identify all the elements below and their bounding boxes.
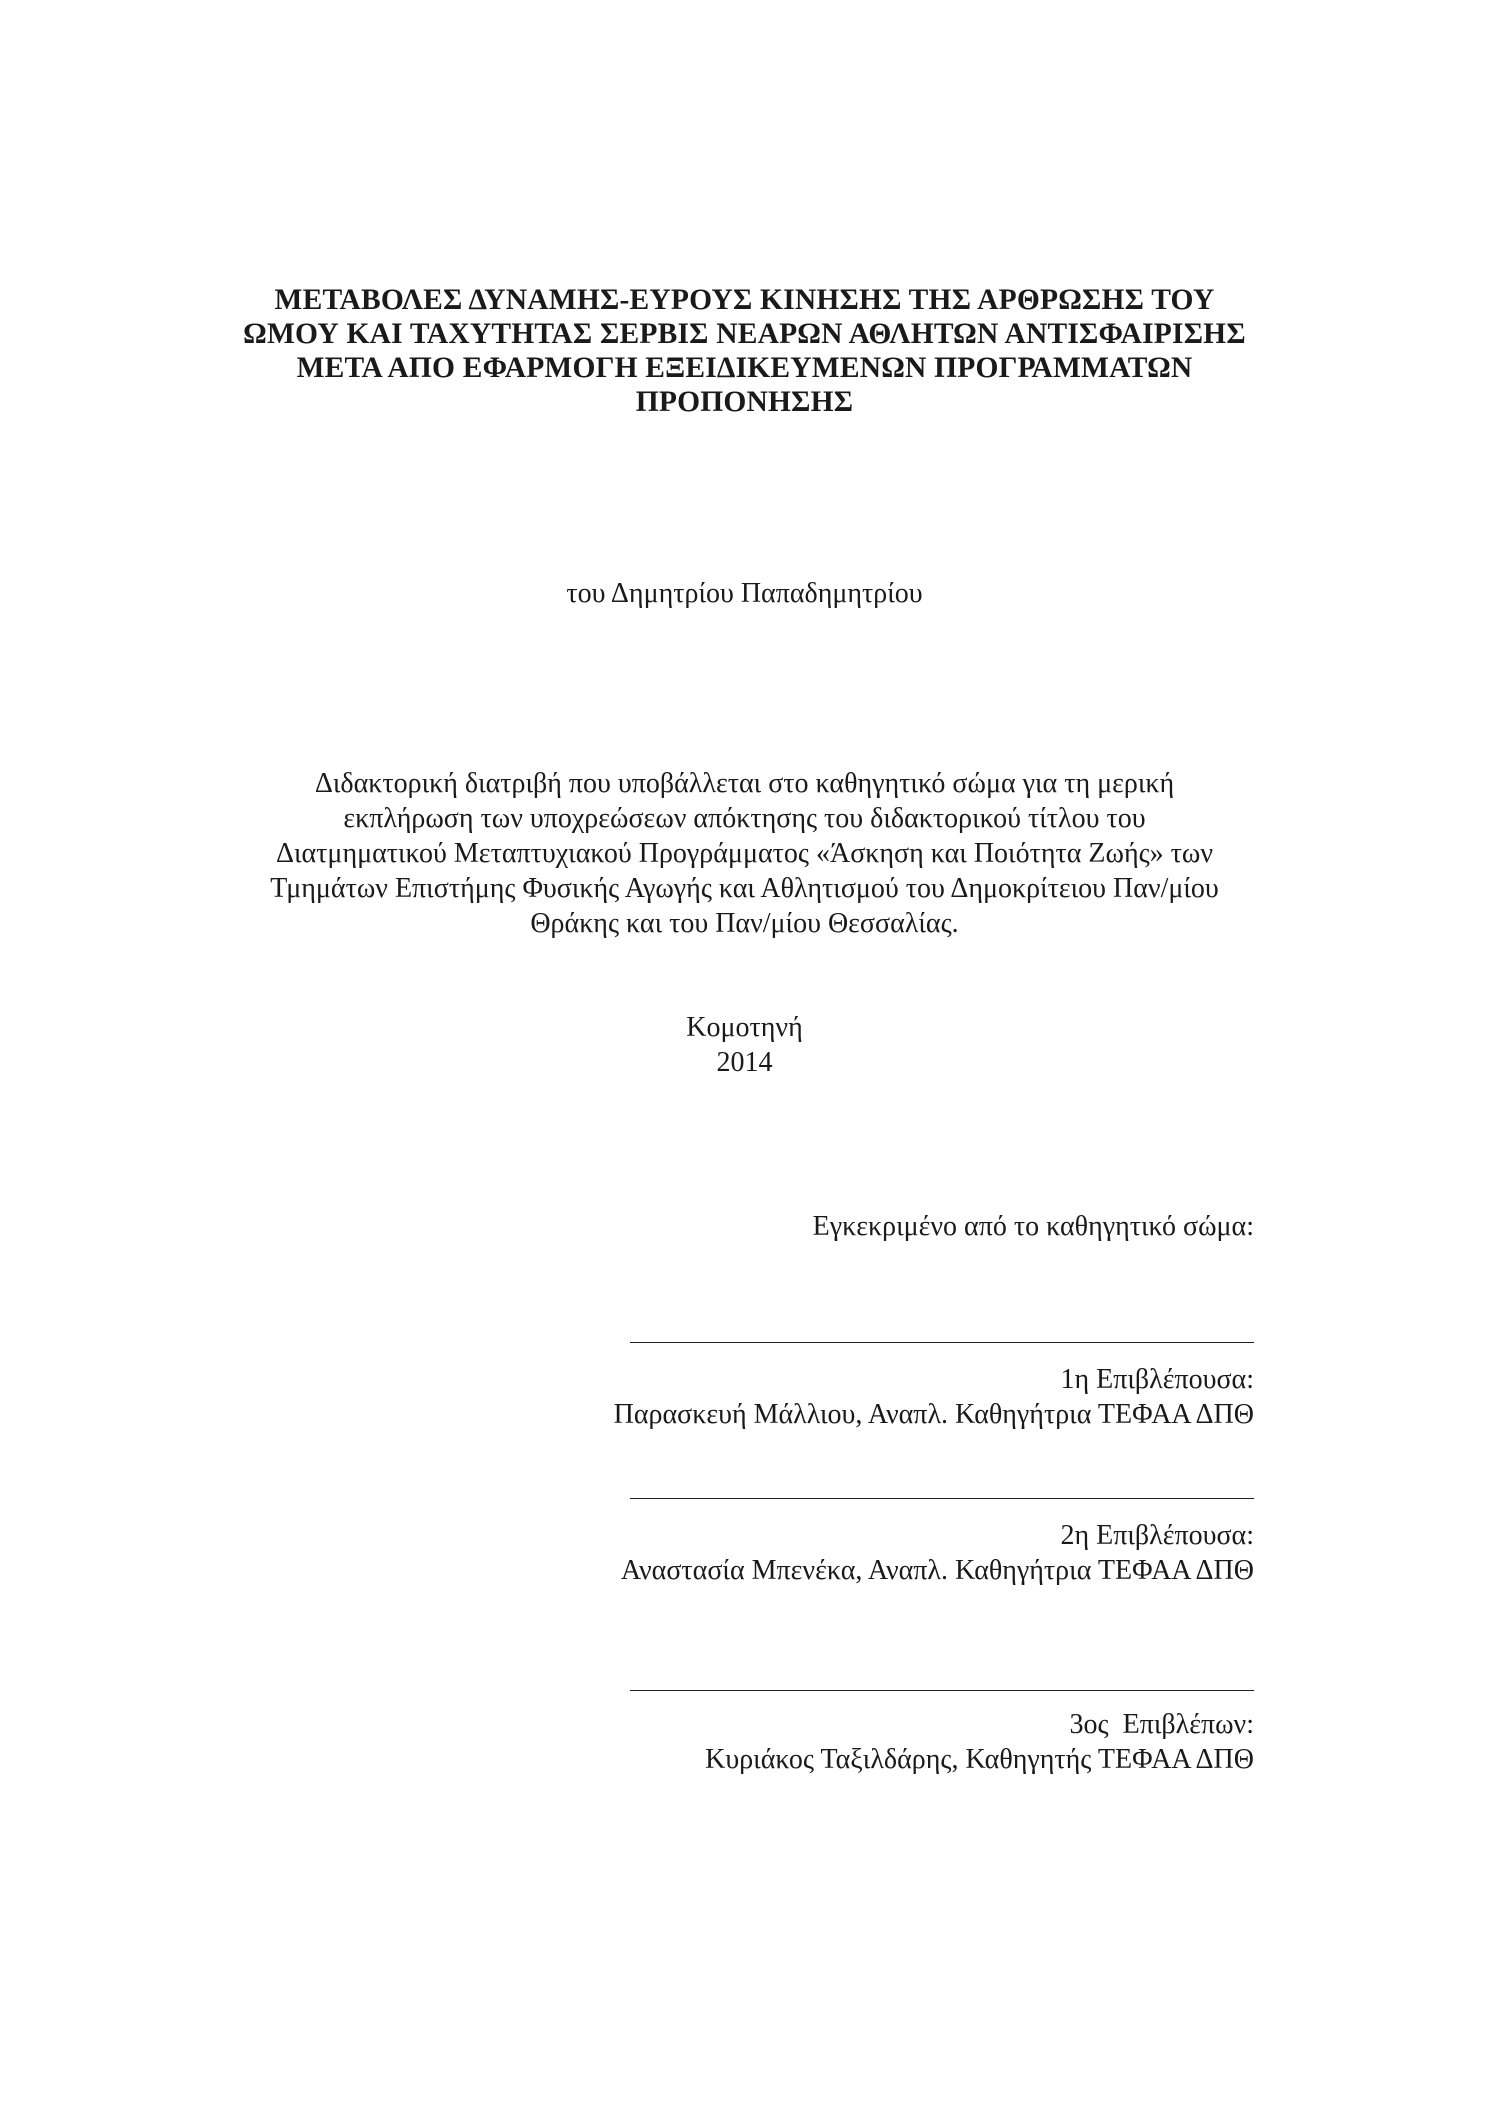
author-line: του Δημητρίου Παπαδημητρίου — [566, 578, 923, 609]
statement-line-4: Τμημάτων Επιστήμης Φυσικής Αγωγής και Αθλητισμού του Δημοκρίτειου Παν/μίου — [270, 873, 1219, 904]
supervisor-2-role: 2η Επιβλέπουσα: — [1060, 1520, 1254, 1551]
statement-line-2: εκπλήρωση των υποχρεώσεων απόκτησης του διδακτορικού τίτλου του — [343, 803, 1146, 834]
approval-label: Εγκεκριμένο από το καθηγητικό σώμα: — [812, 1211, 1254, 1242]
supervisor-1-role: 1η Επιβλέπουσα: — [1060, 1364, 1254, 1395]
supervisor-2-name: Αναστασία Μπενέκα, Αναπλ. Καθηγήτρια ΤΕΦΑΑ ΔΠΘ — [620, 1555, 1254, 1586]
supervisor-1 — [614, 1362, 1254, 1432]
place: Κομοτηνή — [686, 1012, 803, 1043]
title-line-2: ΩΜΟΥ ΚΑΙ ΤΑΧΥΤΗΤΑΣ ΣΕΡΒΙΣ ΝΕΑΡΩΝ ΑΘΛΗΤΩΝ ΑΝΤΙΣΦΑΙΡΙΣΗΣ — [243, 318, 1246, 350]
year: 2014 — [716, 1047, 773, 1078]
statement-line-5: Θράκης και του Παν/μίου Θεσσαλίας. — [530, 908, 959, 939]
signature-line-1 — [630, 1342, 1254, 1343]
supervisor-3-role: 3ος Επιβλέπων: — [1069, 1709, 1254, 1740]
title-line-1: ΜΕΤΑΒΟΛΕΣ ΔΥΝΑΜΗΣ-ΕΥΡΟΥΣ ΚΙΝΗΣΗΣ ΤΗΣ ΑΡΘΡΩΣΗΣ ΤΟΥ — [274, 284, 1215, 316]
supervisor-2 — [621, 1518, 1254, 1588]
place-and-year — [180, 1010, 1309, 1080]
supervisor-3-name: Κυριάκος Ταξιλδάρης, Καθηγητής ΤΕΦΑΑ ΔΠΘ — [705, 1744, 1254, 1775]
statement-line-3: Διατμηματικού Μεταπτυχιακού Προγράμματος «Άσκηση και Ποιότητα Ζωής» των — [275, 838, 1214, 869]
statement-line-1: Διδακτορική διατριβή που υποβάλλεται στο καθηγητικό σώμα για τη μερική — [314, 768, 1175, 799]
thesis-statement — [180, 766, 1309, 941]
supervisor-3 — [705, 1707, 1254, 1777]
title-line-4: ΠΡΟΠΟΝΗΣΗΣ — [635, 386, 854, 418]
thesis-title — [180, 283, 1309, 419]
signature-line-3 — [630, 1690, 1254, 1691]
title-line-3: ΜΕΤΑ ΑΠΟ ΕΦΑΡΜΟΓΗ ΕΞΕΙΔΙΚΕΥΜΕΝΩΝ ΠΡΟΓΡΑΜΜΑΤΩΝ — [296, 352, 1193, 384]
supervisor-1-name: Παρασκευή Μάλλιου, Αναπλ. Καθηγήτρια ΤΕΦΑΑ ΔΠΘ — [613, 1399, 1254, 1430]
signature-line-2 — [630, 1498, 1254, 1499]
